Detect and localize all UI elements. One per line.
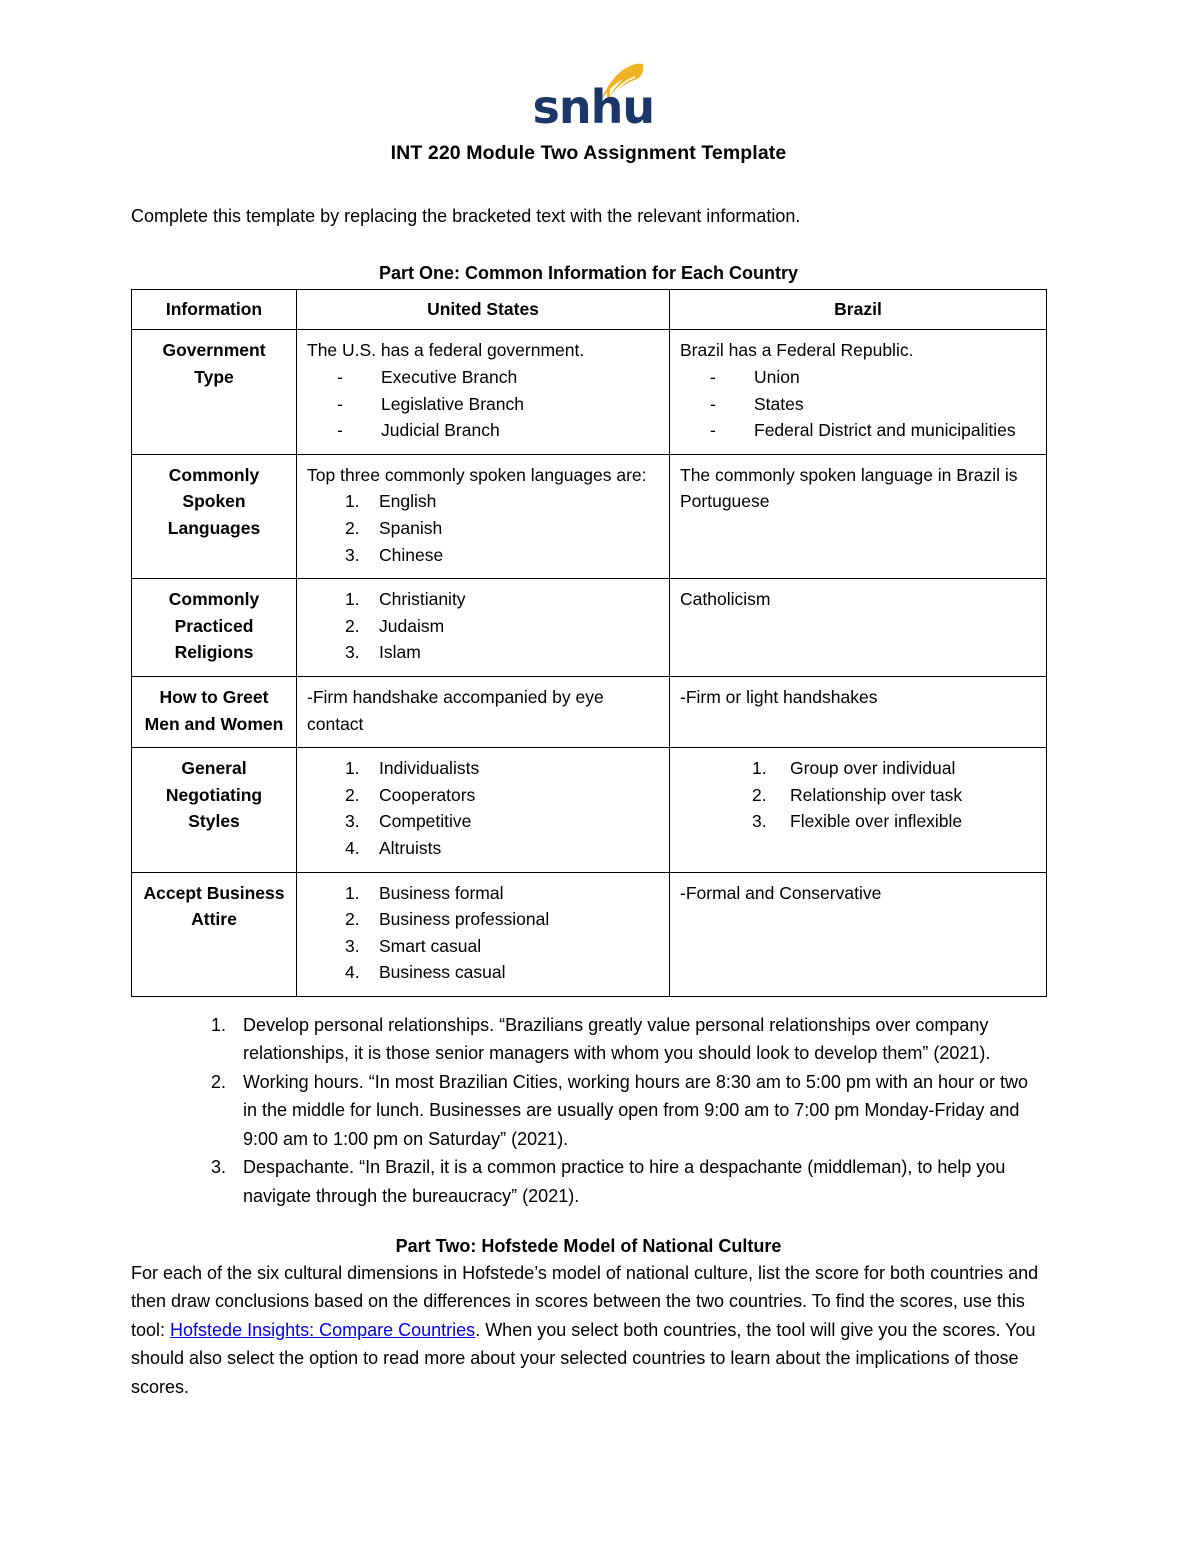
numbered-list (307, 488, 659, 568)
part-two-heading: Part Two: Hofstede Model of National Culture (395, 1236, 782, 1257)
list-item-text: Develop personal relationships. “Brazilians greatly value personal relationships over company relationships, it is those senior managers with whom you should look to develop them” (2021). (243, 1014, 991, 1064)
intro-paragraph: Complete this template by replacing the bracketed text with the relevant information. (131, 206, 801, 226)
list-item-text: Executive Branch (381, 367, 518, 388)
list-item-text: Business professional (379, 909, 550, 930)
cell-lead-text: Brazil has a Federal Republic. (680, 340, 914, 361)
row-label: Accept Business Attire (132, 872, 297, 996)
list-item (680, 755, 1036, 782)
list-item (337, 391, 659, 418)
numbered-list (307, 755, 659, 861)
country-comparison-table (131, 289, 1047, 997)
table-row (132, 454, 1047, 578)
cell-text: -Firm or light handshakes (680, 687, 878, 708)
list-number: 3. (345, 811, 360, 832)
list-number: 2. (345, 615, 360, 636)
list-item (307, 515, 659, 542)
paragraph-text-after-link: . When you select both countries, the tool will give you the scores. You should also select the option to read more about your selected countries to learn about the implications of those scores. (131, 1319, 1036, 1397)
column-header-united-states: United States (297, 289, 670, 330)
cell-brazil-attire (670, 872, 1047, 996)
list-item (307, 808, 659, 835)
table-header-row (132, 289, 1047, 330)
numbered-list (307, 586, 659, 666)
dash-bullet: - (337, 393, 343, 414)
paragraph-text-before-link: For each of the six cultural dimensions in Hofstede’s model of national culture, list the score for both countries and then draw conclusions based on the differences in scores between the two countries. To find the scores, use this tool: (131, 1263, 1039, 1340)
list-number: 1. (345, 882, 360, 903)
list-item (680, 782, 1036, 809)
cell-us-attire (297, 872, 670, 996)
list-item-text: Business formal (379, 882, 504, 903)
cell-us-negotiating (297, 748, 670, 872)
column-header-brazil: Brazil (670, 289, 1047, 330)
list-item-text: Competitive (379, 811, 472, 832)
list-number: 2. (211, 1071, 227, 1092)
list-item-text: Spanish (379, 518, 443, 539)
row-label: Commonly Spoken Languages (132, 454, 297, 578)
list-number: 3. (211, 1157, 227, 1178)
cell-brazil-government-type (670, 330, 1047, 454)
list-number: 1. (345, 758, 360, 779)
list-item-text: Group over individual (790, 758, 956, 779)
cell-text: -Formal and Conservative (680, 882, 882, 903)
list-item (307, 835, 659, 862)
numbered-list (680, 755, 1036, 835)
dash-list (680, 364, 1036, 444)
list-item (131, 1153, 1046, 1210)
dash-bullet: - (337, 367, 343, 388)
list-item (680, 808, 1036, 835)
numbered-list (307, 880, 659, 986)
list-item-text: Despachante. “In Brazil, it is a common practice to hire a despachante (middleman), to help you navigate through the bureaucracy” (2021). (243, 1157, 1006, 1206)
list-item-text: Legislative Branch (381, 393, 524, 414)
list-number: 4. (345, 837, 360, 858)
list-item (307, 933, 659, 960)
table-row (132, 579, 1047, 677)
cell-lead-text: The U.S. has a federal government. (307, 340, 585, 361)
list-number: 3. (345, 935, 360, 956)
cell-us-languages (297, 454, 670, 578)
cell-text: Catholicism (680, 589, 771, 610)
list-item (307, 542, 659, 569)
list-item-text: Union (754, 367, 800, 388)
cell-us-government-type (297, 330, 670, 454)
list-item-text: Relationship over task (790, 784, 963, 805)
list-item (337, 364, 659, 391)
list-number: 3. (345, 642, 360, 663)
list-number: 1. (345, 589, 360, 610)
list-item (307, 959, 659, 986)
list-number: 4. (345, 962, 360, 983)
dash-list (307, 364, 659, 444)
list-number: 1. (345, 491, 360, 512)
hofstede-compare-countries-link[interactable]: Hofstede Insights: Compare Countries (170, 1319, 476, 1340)
cell-text: -Firm handshake accompanied by eye contact (307, 687, 604, 734)
cell-text: The commonly spoken language in Brazil is Portuguese (680, 464, 1018, 512)
list-item-text: Altruists (379, 837, 442, 858)
row-label: General Negotiating Styles (132, 748, 297, 872)
list-item (131, 1011, 1046, 1068)
list-item-text: Individualists (379, 758, 480, 779)
list-number: 3. (752, 811, 767, 832)
list-item-text: Federal District and municipalities (754, 420, 1016, 441)
list-item-text: Business casual (379, 962, 506, 983)
list-number: 2. (345, 909, 360, 930)
dash-bullet: - (337, 420, 343, 441)
cell-lead-text: Top three commonly spoken languages are: (307, 464, 647, 485)
list-number: 2. (345, 518, 360, 539)
list-item (337, 417, 659, 444)
list-item-text: Chinese (379, 544, 444, 565)
cell-us-religions (297, 579, 670, 677)
row-label: Commonly Practiced Religions (132, 579, 297, 677)
list-item (710, 417, 1036, 444)
list-item-text: Judicial Branch (381, 420, 500, 441)
snhu-logo (131, 0, 1046, 134)
row-label: Government Type (132, 330, 297, 454)
list-item (307, 782, 659, 809)
list-item (307, 488, 659, 515)
list-item (710, 391, 1036, 418)
snhu-wordmark: snhu (532, 80, 655, 134)
table-row (132, 748, 1047, 872)
list-item-text: Working hours. “In most Brazilian Cities, working hours are 8:30 am to 5:00 pm with an hour or two in the middle for lunch. Businesses are usually open from 9:00 am to 7:00 pm Monday-Friday and 9:00 am to 1:00 pm on Saturday” (2021). (243, 1071, 1029, 1149)
list-item (307, 613, 659, 640)
list-item-text: Islam (379, 642, 421, 663)
list-item-text: English (379, 491, 437, 512)
list-item (307, 880, 659, 907)
part-one-heading: Part One: Common Information for Each Country (378, 262, 799, 283)
list-item (710, 364, 1036, 391)
list-number: 2. (345, 784, 360, 805)
list-number: 1. (211, 1014, 227, 1035)
column-header-information: Information (132, 289, 297, 330)
page-title: INT 220 Module Two Assignment Template (390, 142, 787, 164)
part-two-paragraph (131, 1259, 1046, 1401)
list-item (307, 639, 659, 666)
list-item (307, 755, 659, 782)
dash-bullet: - (710, 367, 716, 388)
table-row (132, 330, 1047, 454)
cell-brazil-negotiating (670, 748, 1047, 872)
dash-bullet: - (710, 420, 716, 441)
table-row (132, 677, 1047, 748)
dash-bullet: - (710, 393, 716, 414)
cell-brazil-languages (670, 454, 1047, 578)
list-number: 3. (345, 544, 360, 565)
cell-us-greeting (297, 677, 670, 748)
list-item-text: Judaism (379, 615, 445, 636)
document-content (131, 0, 1046, 1401)
list-item-text: Christianity (379, 589, 466, 610)
list-item-text: Cooperators (379, 784, 476, 805)
cell-brazil-greeting (670, 677, 1047, 748)
cell-brazil-religions (670, 579, 1047, 677)
brazil-notes-list (131, 1011, 1046, 1210)
list-item-text: Flexible over inflexible (790, 811, 963, 832)
list-item (307, 586, 659, 613)
table-row (132, 872, 1047, 996)
list-item-text: Smart casual (379, 935, 482, 956)
list-item (131, 1068, 1046, 1153)
list-item (307, 906, 659, 933)
list-number: 1. (752, 758, 767, 779)
list-item-text: States (754, 393, 804, 414)
list-number: 2. (752, 784, 767, 805)
row-label: How to Greet Men and Women (132, 677, 297, 748)
